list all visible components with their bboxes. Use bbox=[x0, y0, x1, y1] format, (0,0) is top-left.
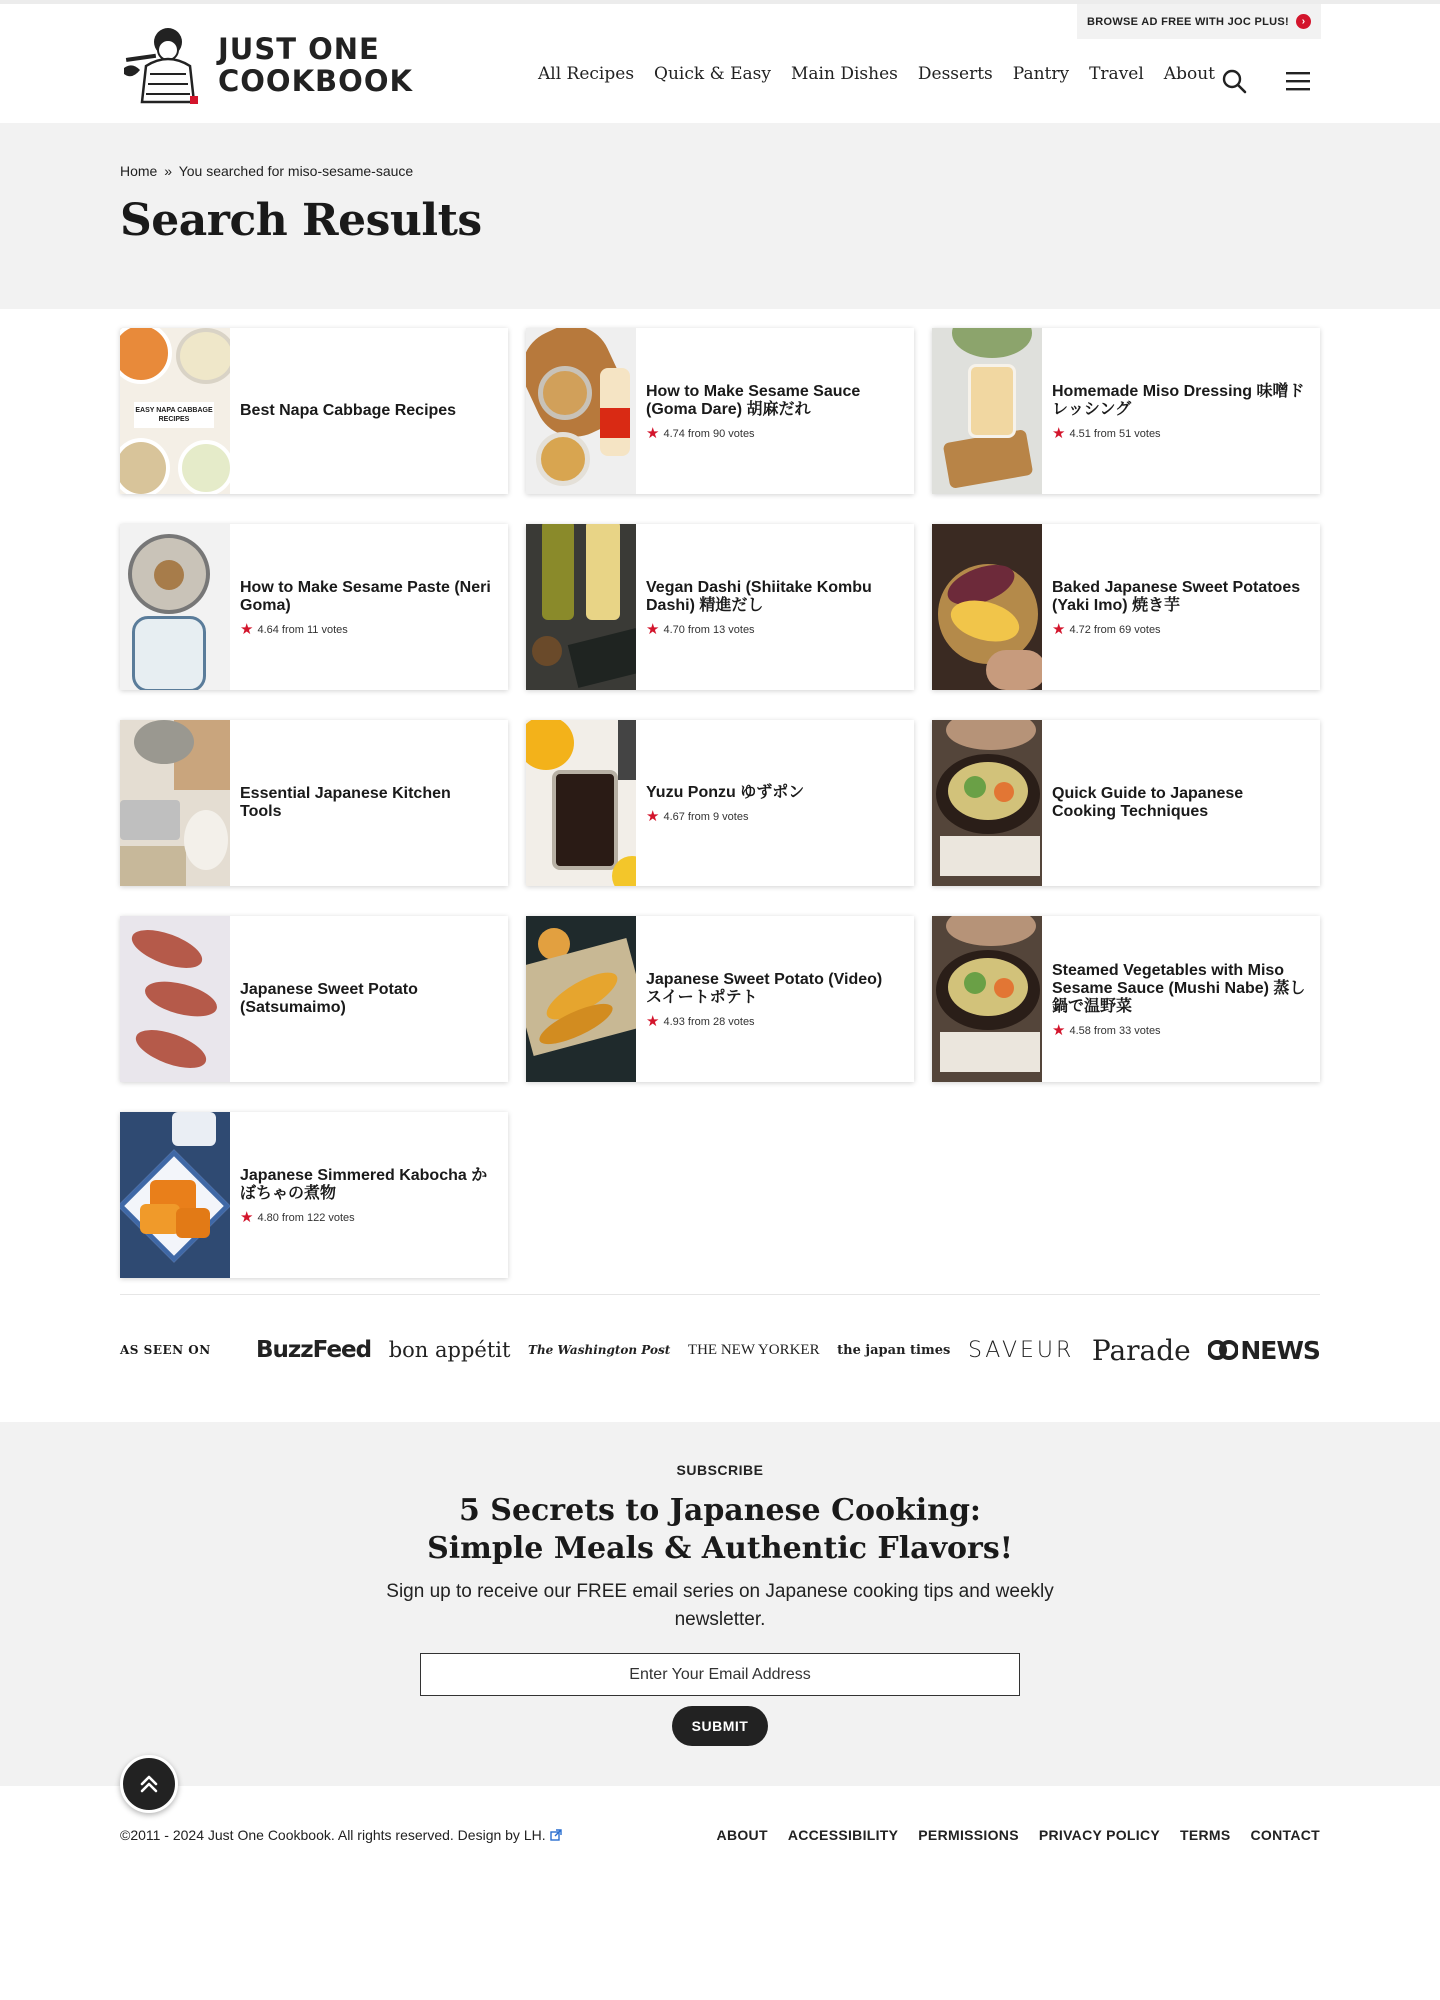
star-icon: ★ bbox=[1052, 1021, 1066, 1039]
press-logo-japan-times: the japan times bbox=[837, 1342, 951, 1358]
main-nav bbox=[538, 64, 1235, 84]
result-card[interactable] bbox=[120, 916, 508, 1082]
chevron-right-icon: › bbox=[1296, 14, 1311, 29]
recipe-thumbnail bbox=[120, 328, 230, 494]
nav-all-recipes[interactable]: All Recipes bbox=[538, 64, 635, 84]
footer-link-terms[interactable]: TERMS bbox=[1180, 1827, 1231, 1843]
copyright-text: ©2011 - 2024 Just One Cookbook. All rights reserved. Design by LH. bbox=[120, 1827, 546, 1843]
press-logo-buzzfeed: BuzzFeed bbox=[256, 1337, 372, 1363]
result-title: Yuzu Ponzu ゆずポン bbox=[646, 783, 805, 801]
nav-desserts[interactable]: Desserts bbox=[917, 64, 993, 84]
footer-link-privacy-policy[interactable]: PRIVACY POLICY bbox=[1038, 1827, 1160, 1843]
rating-text: 4.80 from 122 votes bbox=[257, 1211, 355, 1224]
as-seen-on-label: AS SEEN ON bbox=[120, 1343, 211, 1357]
rating bbox=[240, 1208, 496, 1226]
rating bbox=[1052, 620, 1308, 638]
result-card[interactable] bbox=[120, 524, 508, 690]
subscribe-title bbox=[420, 1492, 1020, 1568]
result-card[interactable] bbox=[120, 720, 508, 886]
recipe-thumbnail bbox=[526, 328, 636, 494]
star-icon: ★ bbox=[646, 1012, 660, 1030]
press-logo-news-text: NEWS bbox=[1240, 1335, 1320, 1365]
result-card[interactable] bbox=[932, 916, 1320, 1082]
recipe-thumbnail bbox=[932, 720, 1042, 886]
rating-text: 4.58 from 33 votes bbox=[1069, 1024, 1161, 1037]
subscribe-kicker: SUBSCRIBE bbox=[676, 1462, 764, 1478]
ad-free-label: BROWSE AD FREE WITH JOC PLUS! bbox=[1086, 15, 1290, 28]
result-title: Japanese Sweet Potato (Video) スイートポテト bbox=[646, 970, 883, 1006]
result-card[interactable] bbox=[932, 524, 1320, 690]
result-card[interactable] bbox=[120, 328, 508, 494]
star-icon: ★ bbox=[240, 1208, 254, 1226]
press-logo-bon-appetit: bon appétit bbox=[388, 1338, 511, 1362]
recipe-thumbnail bbox=[526, 524, 636, 690]
rating bbox=[646, 807, 804, 825]
rating bbox=[646, 1012, 902, 1030]
result-card[interactable] bbox=[526, 916, 914, 1082]
result-title: How to Make Sesame Sauce (Goma Dare) 胡麻だれ bbox=[646, 382, 861, 418]
star-icon: ★ bbox=[1052, 424, 1066, 442]
nav-main-dishes[interactable]: Main Dishes bbox=[791, 64, 898, 84]
result-title: Homemade Miso Dressing 味噌ドレッシング bbox=[1052, 382, 1305, 418]
recipe-thumbnail bbox=[932, 916, 1042, 1082]
footer-nav bbox=[717, 1827, 1320, 1843]
breadcrumb-current: You searched for miso-sesame-sauce bbox=[178, 163, 414, 179]
result-card[interactable] bbox=[526, 524, 914, 690]
recipe-thumbnail bbox=[932, 328, 1042, 494]
rating bbox=[646, 620, 902, 638]
nav-pantry[interactable]: Pantry bbox=[1012, 64, 1070, 84]
rating-text: 4.51 from 51 votes bbox=[1069, 427, 1161, 440]
star-icon: ★ bbox=[1052, 620, 1066, 638]
results-grid bbox=[120, 328, 1320, 1278]
submit-button[interactable]: SUBMIT bbox=[672, 1706, 768, 1746]
press-logo-parade: Parade bbox=[1091, 1333, 1191, 1367]
footer-link-permissions[interactable]: PERMISSIONS bbox=[918, 1827, 1019, 1843]
result-card[interactable] bbox=[932, 720, 1320, 886]
press-logo-new-yorker: THE NEW YORKER bbox=[687, 1341, 820, 1358]
footer-link-accessibility[interactable]: ACCESSIBILITY bbox=[787, 1827, 899, 1843]
site-logo[interactable] bbox=[120, 20, 420, 110]
result-card[interactable] bbox=[932, 328, 1320, 494]
recipe-thumbnail bbox=[526, 916, 636, 1082]
result-title: Japanese Simmered Kabocha かぼちゃの煮物 bbox=[240, 1166, 488, 1202]
logo-geisha-icon bbox=[120, 22, 210, 108]
rating-text: 4.64 from 11 votes bbox=[257, 623, 348, 636]
star-icon: ★ bbox=[646, 620, 660, 638]
result-title: Baked Japanese Sweet Potatoes (Yaki Imo) 焼き芋 bbox=[1052, 578, 1301, 614]
breadcrumb bbox=[120, 163, 413, 179]
subscribe-section bbox=[0, 1422, 1440, 1786]
rating-text: 4.74 from 90 votes bbox=[663, 427, 755, 440]
star-icon: ★ bbox=[646, 424, 660, 442]
recipe-thumbnail bbox=[932, 524, 1042, 690]
nav-about[interactable]: About bbox=[1163, 64, 1215, 84]
nav-travel[interactable]: Travel bbox=[1089, 64, 1144, 84]
result-title: Vegan Dashi (Shiitake Kombu Dashi) 精進だし bbox=[646, 578, 872, 614]
recipe-thumbnail bbox=[526, 720, 636, 886]
recipe-thumbnail bbox=[120, 524, 230, 690]
thumbnail-label: EASY NAPA CABBAGE RECIPES bbox=[134, 402, 214, 428]
title-band bbox=[0, 123, 1440, 309]
result-title: Quick Guide to Japanese Cooking Techniques bbox=[1052, 785, 1244, 820]
copyright bbox=[120, 1827, 562, 1843]
email-field[interactable] bbox=[420, 1653, 1020, 1696]
rating-text: 4.72 from 69 votes bbox=[1069, 623, 1161, 636]
rating-text: 4.93 from 28 votes bbox=[663, 1015, 755, 1028]
recipe-thumbnail bbox=[120, 720, 230, 886]
subscribe-text: Sign up to receive our FREE email series on Japanese cooking tips and weekly newsletter. bbox=[386, 1581, 1054, 1630]
result-title: Essential Japanese Kitchen Tools bbox=[240, 785, 451, 820]
star-icon: ★ bbox=[646, 807, 660, 825]
as-seen-on bbox=[120, 1330, 1320, 1370]
ad-free-link[interactable] bbox=[1077, 4, 1321, 39]
recipe-thumbnail bbox=[120, 916, 230, 1082]
external-link-icon[interactable] bbox=[550, 1829, 562, 1841]
press-logos bbox=[256, 1334, 1320, 1367]
result-card[interactable] bbox=[526, 720, 914, 886]
result-title: Japanese Sweet Potato (Satsumaimo) bbox=[240, 981, 418, 1016]
rating-text: 4.67 from 9 votes bbox=[663, 810, 749, 823]
site-header bbox=[0, 4, 1440, 123]
menu-icon[interactable] bbox=[1284, 67, 1312, 95]
divider bbox=[120, 1294, 1320, 1295]
footer-link-about[interactable]: ABOUT bbox=[716, 1827, 768, 1843]
result-card[interactable] bbox=[120, 1112, 508, 1278]
rating bbox=[1052, 424, 1308, 442]
logo-line-1: JUST ONE bbox=[218, 32, 380, 66]
result-title: Steamed Vegetables with Miso Sesame Sauce (Mushi Nabe) 蒸し鍋で温野菜 bbox=[1052, 961, 1306, 1015]
subscribe-title-line-1: 5 Secrets to Japanese Cooking: bbox=[458, 1493, 982, 1528]
press-logo-saveur: SAVEUR bbox=[967, 1337, 1075, 1363]
result-title: How to Make Sesame Paste (Neri Goma) bbox=[240, 578, 491, 614]
recipe-thumbnail bbox=[120, 1112, 230, 1278]
breadcrumb-home[interactable]: Home bbox=[120, 163, 158, 179]
search-icon[interactable] bbox=[1220, 67, 1248, 95]
rating-text: 4.70 from 13 votes bbox=[663, 623, 755, 636]
rating bbox=[646, 424, 902, 442]
abc-icon bbox=[1208, 1339, 1238, 1361]
press-logo-abc-news bbox=[1208, 1336, 1320, 1365]
rating bbox=[1052, 1021, 1308, 1039]
result-card[interactable] bbox=[526, 328, 914, 494]
breadcrumb-separator: » bbox=[164, 163, 173, 179]
nav-quick-easy[interactable]: Quick & Easy bbox=[654, 64, 772, 84]
page-title: Search Results bbox=[120, 195, 482, 246]
result-title: Best Napa Cabbage Recipes bbox=[240, 402, 457, 419]
footer-link-contact[interactable]: CONTACT bbox=[1250, 1827, 1320, 1843]
press-logo-washington-post: The Washington Post bbox=[528, 1343, 671, 1357]
star-icon: ★ bbox=[240, 620, 254, 638]
site-footer bbox=[0, 1786, 1440, 1886]
rating bbox=[240, 620, 496, 638]
subscribe-title-line-2: Simple Meals & Authentic Flavors! bbox=[427, 1531, 1013, 1566]
logo-line-2: COOKBOOK bbox=[218, 64, 413, 98]
